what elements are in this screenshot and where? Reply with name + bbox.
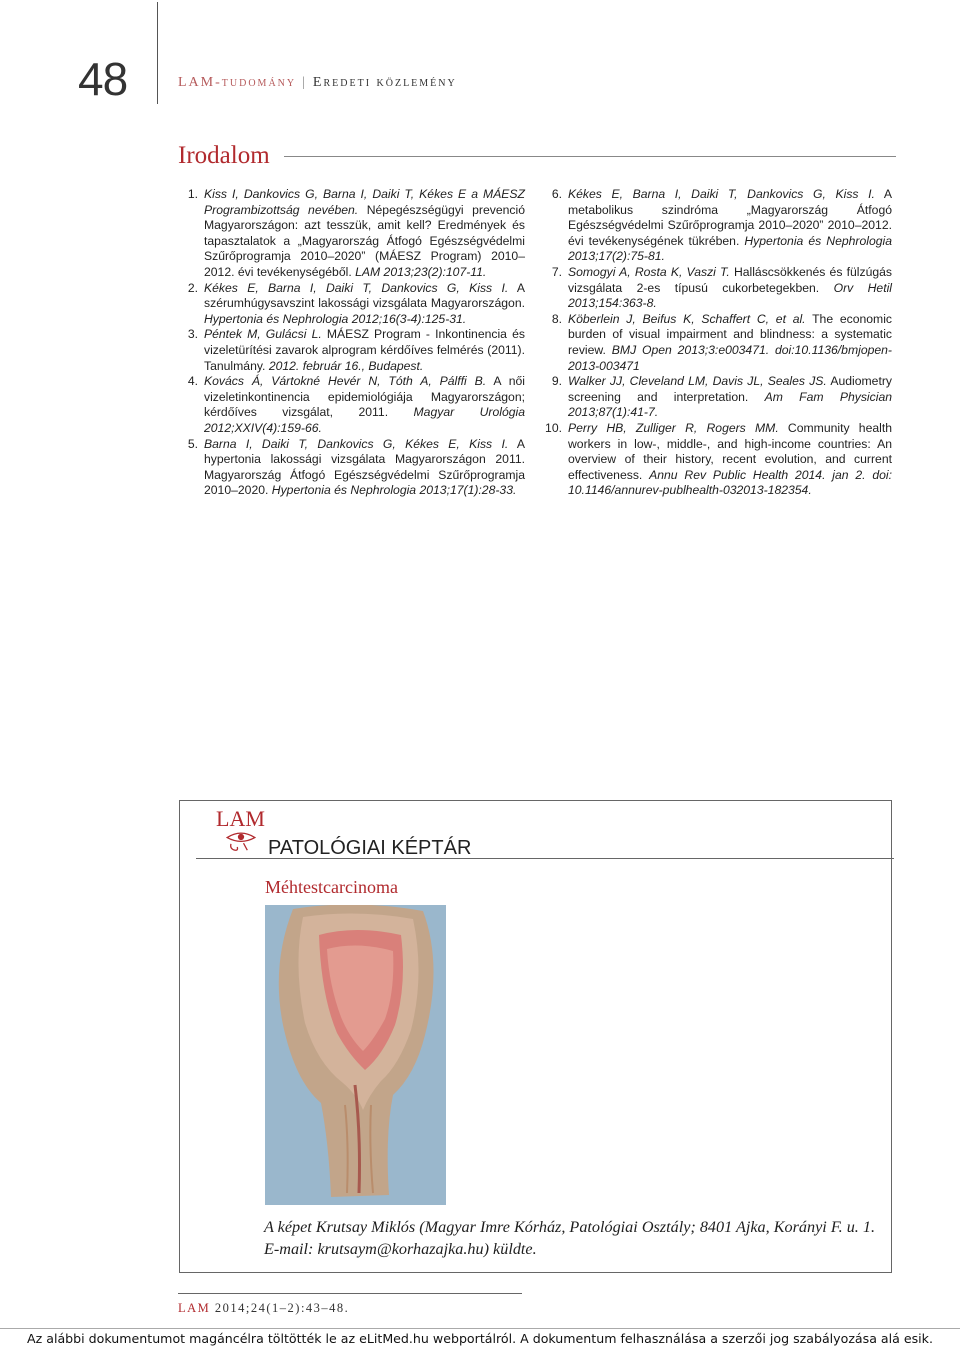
reference-source: Hypertonia és Nephrologia 2013;17(1):28-33.	[271, 483, 517, 498]
specimen-photo	[265, 905, 446, 1205]
reference-number: 1.	[187, 187, 198, 201]
reference-authors: Perry HB, Zulliger R, Rogers MM.	[568, 420, 779, 435]
reference-number: 10.	[545, 420, 562, 435]
references-column-2	[544, 187, 892, 499]
reference-text: Community health workers in low-, middle-, and high-income countries: An overview of their history, recent evolution, and current effectiveness.	[568, 420, 892, 482]
reference-source: Hypertonia és Nephrologia 2012;16(3-4):125-31.	[204, 311, 467, 326]
reference-source: Annu Rev Public Health 2014. jan 2. doi: 10.1146/annurev-publhealth-032013-182354.	[568, 467, 892, 498]
reference-authors: Péntek M, Gulácsi L.	[204, 327, 322, 342]
journal-citation	[178, 1301, 349, 1316]
journal-name: LAM-tudomány	[178, 75, 297, 90]
case-title: Méhtestcarcinoma	[265, 877, 398, 897]
reference-item	[544, 421, 892, 499]
reference-source: Am Fam Physician 2013;87(1):41-7.	[568, 389, 892, 420]
title-rule	[284, 156, 896, 157]
citation-volume: 2014;24(1–2):43–48.	[210, 1301, 350, 1315]
reference-number: 2.	[187, 280, 198, 295]
reference-text: Népegészségügyi prevenció Magyarországon: azt tesszük, amit kell? Eredmények és tapasztalatok a „Magyarország Átfogó Egészségvédelmi Szűrőprogramja 2010–2020” (MÁESZ Program) 2010–2012. évi tevékenységéből.	[204, 202, 525, 279]
reference-authors: Köberlein J, Beifus K, Schaffert C, et al.	[568, 311, 806, 326]
reference-item	[180, 327, 525, 374]
reference-authors: Barna I, Daiki T, Dankovics G, Kékes E, Kiss I.	[204, 436, 509, 451]
reference-number: 8.	[551, 311, 562, 326]
eye-logo-icon	[215, 830, 267, 864]
reference-source: LAM 2013;23(2):107-11.	[355, 264, 487, 279]
footer-rule	[0, 1328, 960, 1329]
reference-text: A női vizeletinkontinencia epidemiológiája Magyarországon; kérdőíves vizsgálat, 2011.	[204, 374, 525, 420]
reference-authors: Kovács Á, Vártokné Hevér N, Tóth A, Pálffi B.	[204, 374, 487, 389]
reference-text: Halláscsökkenés és fülzúgás vizsgálata 2-es típusú cukorbetegekben.	[568, 264, 892, 295]
reference-number: 4.	[187, 374, 198, 389]
reference-number: 3.	[187, 327, 198, 342]
reference-text: A metabolikus szindróma „Magyarország Átfogó Egészségvédelmi Szűrőprogramja 2010–2020” 2010–2012. évi tevékenységének tükrében.	[568, 187, 892, 248]
reference-item	[180, 437, 525, 499]
reference-authors: Somogyi A, Rosta K, Vaszi T.	[568, 264, 730, 279]
reference-number: 6.	[551, 187, 562, 201]
references-title: Irodalom	[178, 142, 270, 169]
page-number: 48	[78, 53, 128, 105]
reference-text: MÁESZ Program - Inkontinencia és vizeletürítési zavarok alprogram kérdőíves felmérés (2011). Tanulmány.	[204, 327, 525, 373]
reference-authors: Kékes E, Barna I, Daiki T, Dankovics G, Kiss I.	[568, 187, 875, 201]
reference-number: 9.	[551, 374, 562, 389]
citation-rule	[178, 1293, 522, 1294]
reference-text: A hypertonia lakossági vizsgálata Magyarországon 2011. Magyarország Átfogó Egészségvédelmi Szűrőprogramja 2010–2020.	[204, 436, 525, 498]
reference-number: 7.	[551, 264, 562, 279]
reference-source: Orv Hetil 2013;154:363-8.	[568, 280, 893, 311]
reference-authors: Kiss I, Dankovics G, Barna I, Daiki T, Kékes E a MÁESZ Programbizottság nevében.	[204, 187, 525, 217]
figure-caption: A képet Krutsay Miklós (Magyar Imre Kórház, Patológiai Osztály; 8401 Ajka, Korányi F. u. 1. E-mail: krutsaym@korhazajka.hu) küldte.	[264, 1218, 876, 1258]
reference-text: A szérumhúgysavszint lakossági vizsgálata Magyarországon.	[204, 280, 525, 311]
section-name: Eredeti közlemény	[312, 75, 457, 90]
header-separator: |	[302, 75, 307, 90]
lam-logo-text: LAM	[216, 806, 265, 831]
running-head	[178, 75, 457, 91]
reference-authors: Walker JJ, Cleveland LM, Davis JL, Seales JS.	[568, 374, 827, 389]
download-disclaimer: Az alábbi dokumentumot magáncélra töltötték le az eLitMed.hu webportálról. A dokumentum felhasználása a szerzői jog szabályozása alá esik.	[27, 1331, 933, 1346]
header-divider	[157, 2, 158, 104]
reference-item	[544, 374, 892, 421]
reference-number: 5.	[187, 436, 198, 451]
references-column-1	[180, 187, 525, 499]
reference-item	[180, 281, 525, 328]
reference-text: The economic burden of visual impairment and blindness: a systematic review.	[568, 311, 893, 357]
reference-item	[180, 374, 525, 436]
citation-journal: LAM	[178, 1301, 211, 1315]
reference-source: BMJ Open 2013;3:e003471. doi:10.1136/bmjopen-2013-003471	[568, 342, 892, 373]
reference-text: Audiometry screening and interpretation.	[568, 374, 892, 404]
reference-source: 2012. február 16., Budapest.	[268, 358, 424, 373]
panel-title: PATOLÓGIAI KÉPTÁR	[268, 837, 472, 859]
reference-item	[180, 187, 525, 281]
reference-item	[544, 312, 892, 374]
reference-item	[544, 265, 892, 312]
reference-source: Hypertonia és Nephrologia 2013;17(2):75-81.	[568, 233, 892, 264]
reference-authors: Kékes E, Barna I, Daiki T, Dankovics G, Kiss I.	[204, 280, 509, 295]
reference-item	[544, 187, 892, 265]
reference-source: Magyar Urológia 2012;XXIV(4):159-66.	[204, 405, 525, 435]
